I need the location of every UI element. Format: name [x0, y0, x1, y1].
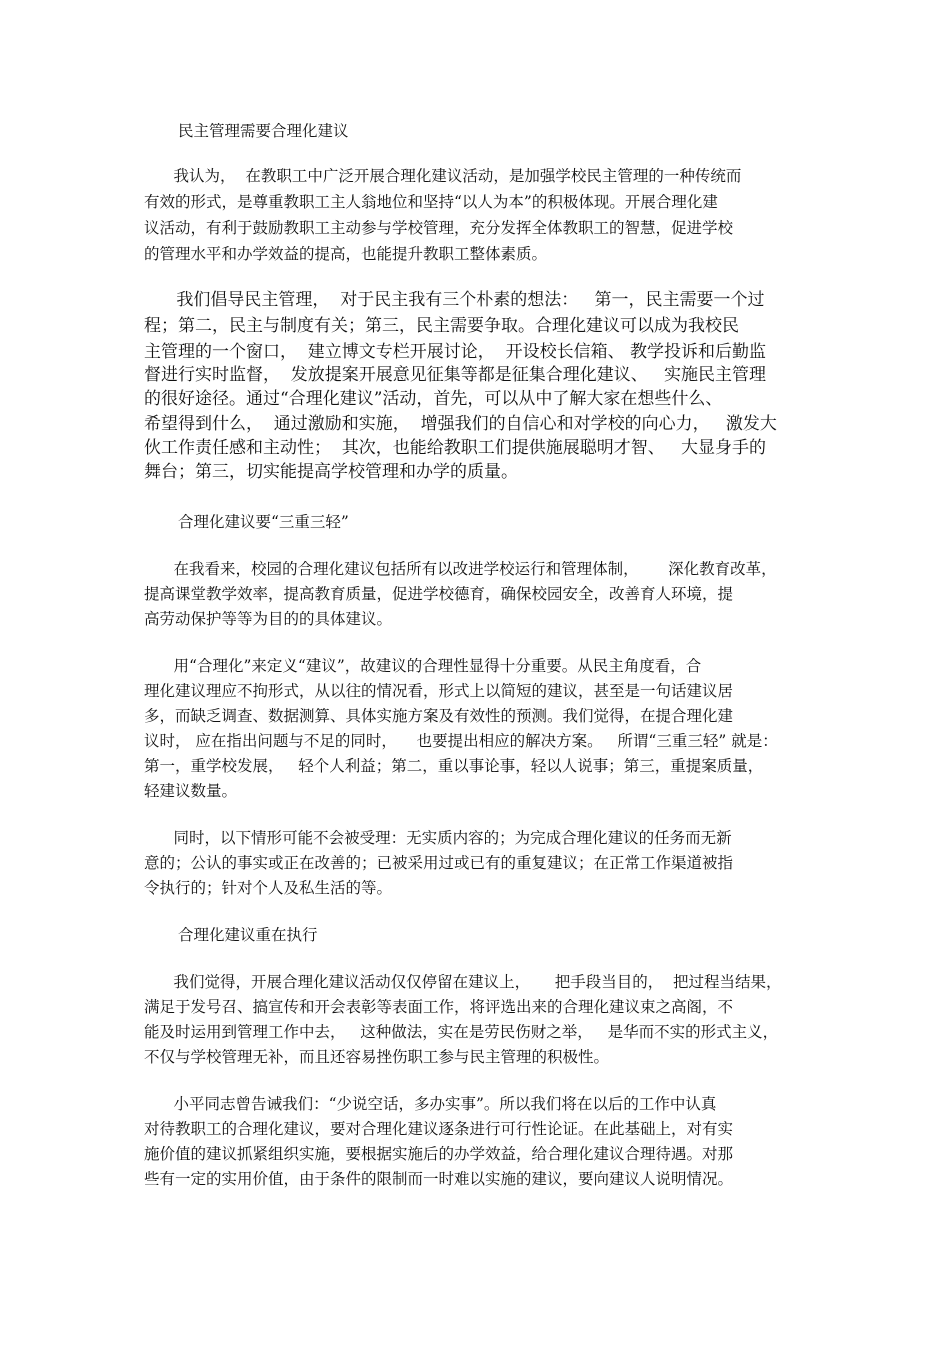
paragraph-line: 用“合理化”来定义“建议”，故建议的合理性显得十分重要。从民主角度看，合: [144, 657, 702, 675]
paragraph-line: 令执行的；针对个人及私生活的等。: [144, 879, 393, 897]
section-heading: 民主管理需要合理化建议: [178, 122, 349, 140]
paragraph-line: 有效的形式，是尊重教职工主人翁地位和坚持“以人为本”的积极体现。开展合理化建: [144, 193, 718, 211]
paragraph-line: 多，而缺乏调查、数据测算、具体实施方案及有效性的预测。我们觉得，在提合理化建: [144, 707, 734, 725]
paragraph-line: 些有一定的实用价值，由于条件的限制而一时难以实施的建议，要向建议人说明情况。: [144, 1170, 734, 1188]
paragraph-line: 主管理的一个窗口， 建立博文专栏开展讨论， 开设校长信箱、 教学投诉和后勤监: [144, 342, 767, 362]
paragraph-line: 施价值的建议抓紧组织实施，要根据实施后的办学效益，给合理化建议合理待遇。对那: [144, 1145, 734, 1163]
paragraph-line: 提高课堂教学效率，提高教育质量，促进学校德育，确保校园安全，改善育人环境，提: [144, 585, 734, 603]
paragraph-line: 第一，重学校发展， 轻个人利益；第二，重以事论事，轻以人说事；第三，重提案质量，: [144, 757, 764, 775]
paragraph-line: 希望得到什么， 通过激励和实施， 增强我们的自信心和对学校的向心力， 激发大: [144, 414, 777, 434]
paragraph-line: 议时， 应在指出问题与不足的同时， 也要提出相应的解决方案。 所谓“三重三轻” 就是：: [144, 732, 778, 750]
section-heading: 合理化建议重在执行: [178, 926, 318, 944]
paragraph-line: 意的；公认的事实或正在改善的；已被采用过或已有的重复建议；在正常工作渠道被指: [144, 854, 734, 872]
paragraph-line: 我们觉得，开展合理化建议活动仅仅停留在建议上， 把手段当目的， 把过程当结果，: [144, 973, 782, 991]
section-heading: 合理化建议要“三重三轻”: [178, 513, 349, 531]
paragraph-line: 的很好途径。通过“合理化建议”活动，首先，可以从中了解大家在想些什么、: [144, 389, 723, 409]
paragraph-line: 轻建议数量。: [144, 782, 238, 800]
paragraph-line: 能及时运用到管理工作中去， 这种做法，实在是劳民伤财之举， 是华而不实的形式主义，: [144, 1023, 779, 1041]
paragraph-line: 理化建议理应不拘形式，从以往的情况看，形式上以简短的建议，甚至是一句话建议居: [144, 682, 734, 700]
paragraph-line: 小平同志曾告诫我们：“少说空话，多办实事”。所以我们将在以后的工作中认真: [144, 1095, 717, 1113]
paragraph-line: 我们倡导民主管理， 对于民主我有三个朴素的想法： 第一，民主需要一个过: [144, 290, 765, 310]
paragraph-line: 对待教职工的合理化建议，要对合理化建议逐条进行可行性论证。在此基础上，对有实: [144, 1120, 734, 1138]
paragraph-line: 不仅与学校管理无补，而且还容易挫伤职工参与民主管理的积极性。: [144, 1048, 610, 1066]
paragraph-line: 伙工作责任感和主动性； 其次，也能给教职工们提供施展聪明才智、 大显身手的: [144, 438, 767, 458]
paragraph-line: 高劳动保护等等为目的的具体建议。: [144, 610, 393, 628]
paragraph-line: 在我看来，校园的合理化建议包括所有以改进学校运行和管理体制， 深化教育改革，: [144, 560, 777, 578]
paragraph-line: 我认为， 在教职工中广泛开展合理化建议活动，是加强学校民主管理的一种传统而: [144, 167, 742, 185]
paragraph-line: 的管理水平和办学效益的提高，也能提升教职工整体素质。: [144, 245, 548, 263]
paragraph-line: 满足于发号召、搞宣传和开会表彰等表面工作，将评选出来的合理化建议束之高阁，不: [144, 998, 734, 1016]
paragraph-line: 督进行实时监督， 发放提案开展意见征集等都是征集合理化建议、 实施民主管理: [144, 365, 767, 385]
paragraph-line: 舞台；第三，切实能提高学校管理和办学的质量。: [144, 462, 518, 482]
paragraph-line: 同时，以下情形可能不会被受理：无实质内容的；为完成合理化建议的任务而无新: [144, 829, 732, 847]
paragraph-line: 程；第二，民主与制度有关；第三，民主需要争取。合理化建议可以成为我校民: [144, 316, 739, 336]
paragraph-line: 议活动，有利于鼓励教职工主动参与学校管理，充分发挥全体教职工的智慧，促进学校: [144, 219, 734, 237]
